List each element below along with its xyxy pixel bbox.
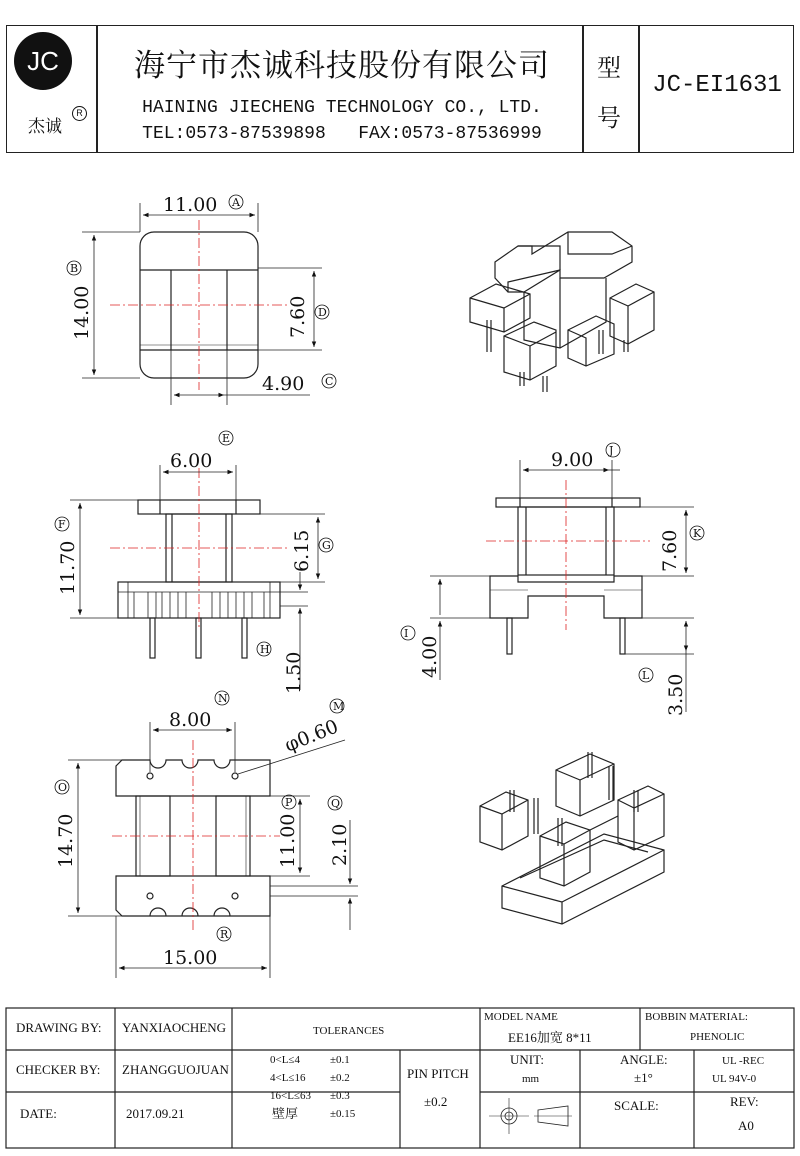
dim-G-value: 6.15 — [291, 529, 313, 572]
rev-label: REV: — [730, 1094, 759, 1109]
footer-title-block — [0, 1006, 800, 1152]
dim-I-letter: I — [404, 627, 409, 640]
model-name-value: EE16加宽 8*11 — [508, 1030, 592, 1045]
tol-range-4: 壁厚 — [272, 1106, 299, 1121]
dim-A-letter: A — [232, 196, 240, 209]
dim-F-value: 11.70 — [57, 540, 79, 595]
company-name-en: HAINING JIECHENG TECHNOLOGY CO., LTD. — [142, 98, 542, 118]
date-value: 2017.09.21 — [126, 1106, 185, 1121]
dim-L-letter: L — [642, 669, 650, 682]
model-label-2: 号 — [597, 104, 621, 132]
isometric-view-bottom — [480, 752, 664, 924]
dim-G-letter: G — [322, 539, 331, 552]
dim-E-letter: E — [222, 432, 231, 445]
logo-text: JC — [27, 46, 59, 76]
tol-range-2: 4<L≤16 — [270, 1072, 306, 1084]
registered-letter: R — [76, 108, 83, 118]
dim-C-letter: C — [325, 375, 334, 388]
dim-P-value: 11.00 — [277, 813, 299, 868]
dim-N-value: 8.00 — [169, 709, 212, 731]
checker-by-value: ZHANGGUOJUAN — [122, 1062, 229, 1077]
dim-N-letter: N — [218, 692, 228, 705]
tol-value-4: ±0.15 — [330, 1108, 356, 1120]
side-view — [430, 460, 694, 712]
bobbin-material-value: PHENOLIC — [690, 1031, 745, 1043]
dim-D-value: 7.60 — [287, 295, 309, 338]
dim-Q-letter: Q — [331, 797, 341, 810]
dim-J-letter: J — [609, 444, 614, 457]
dim-O-value: 14.70 — [55, 813, 77, 868]
tolerances-label: TOLERANCES — [313, 1025, 385, 1037]
dim-I-value: 4.00 — [419, 635, 441, 678]
company-contact: TEL:0573-87539898 FAX:0573-87536999 — [142, 124, 542, 144]
dim-R-letter: R — [220, 928, 229, 941]
dim-O-letter: O — [58, 781, 68, 794]
unit-value: mm — [522, 1073, 540, 1085]
dim-B-letter: B — [70, 262, 79, 275]
tol-value-2: ±0.2 — [330, 1072, 350, 1084]
dim-M-value: φ0.60 — [281, 715, 342, 757]
dim-L-value: 3.50 — [665, 673, 687, 716]
dim-F-letter: F — [58, 518, 66, 531]
logo-sub-text: 杰诚 — [28, 117, 62, 137]
company-name-cn: 海宁市杰诚科技股份有限公司 — [134, 48, 550, 84]
dim-R-value: 15.00 — [163, 947, 218, 969]
tol-range-1: 0<L≤4 — [270, 1054, 300, 1066]
dim-K-letter: K — [693, 527, 702, 540]
dim-K-value: 7.60 — [659, 529, 681, 572]
model-label-1: 型 — [597, 54, 621, 82]
drawing-by-value: YANXIAOCHENG — [122, 1020, 226, 1035]
dim-A-value: 11.00 — [163, 194, 218, 216]
angle-label: ANGLE: — [620, 1052, 668, 1067]
pin-pitch-value: ±0.2 — [424, 1094, 448, 1109]
bottom-view — [68, 722, 358, 978]
dim-H-letter: H — [260, 643, 270, 656]
drawing-by-label: DRAWING BY: — [16, 1020, 102, 1035]
dim-P-letter: P — [285, 796, 293, 809]
dim-M-letter: M — [333, 700, 345, 713]
dim-Q-value: 2.10 — [329, 823, 351, 866]
dim-H-value: 1.50 — [283, 651, 305, 694]
dim-C-value: 4.90 — [262, 373, 305, 395]
ul-rec: UL -REC — [722, 1055, 765, 1067]
bobbin-material-label: BOBBIN MATERIAL: — [645, 1011, 748, 1023]
dim-J-value: 9.00 — [551, 449, 594, 471]
tol-value-3: ±0.3 — [330, 1090, 350, 1102]
checker-by-label: CHECKER BY: — [16, 1062, 101, 1077]
scale-label: SCALE: — [614, 1098, 659, 1113]
tol-range-3: 16<L≤63 — [270, 1090, 311, 1102]
dim-D-letter: D — [318, 306, 327, 319]
model-number: JC-EI1631 — [652, 72, 782, 99]
isometric-view-top — [470, 232, 654, 392]
angle-value: ±1° — [634, 1070, 653, 1085]
date-label: DATE: — [20, 1106, 57, 1121]
tol-value-1: ±0.1 — [330, 1054, 350, 1066]
model-name-label: MODEL NAME — [484, 1011, 558, 1023]
pin-pitch-label: PIN PITCH — [407, 1066, 469, 1081]
dim-E-value: 6.00 — [170, 450, 213, 472]
rev-value: A0 — [738, 1118, 754, 1133]
ul-94v0: UL 94V-0 — [712, 1073, 757, 1085]
unit-label: UNIT: — [510, 1052, 545, 1067]
dim-B-value: 14.00 — [71, 285, 93, 340]
